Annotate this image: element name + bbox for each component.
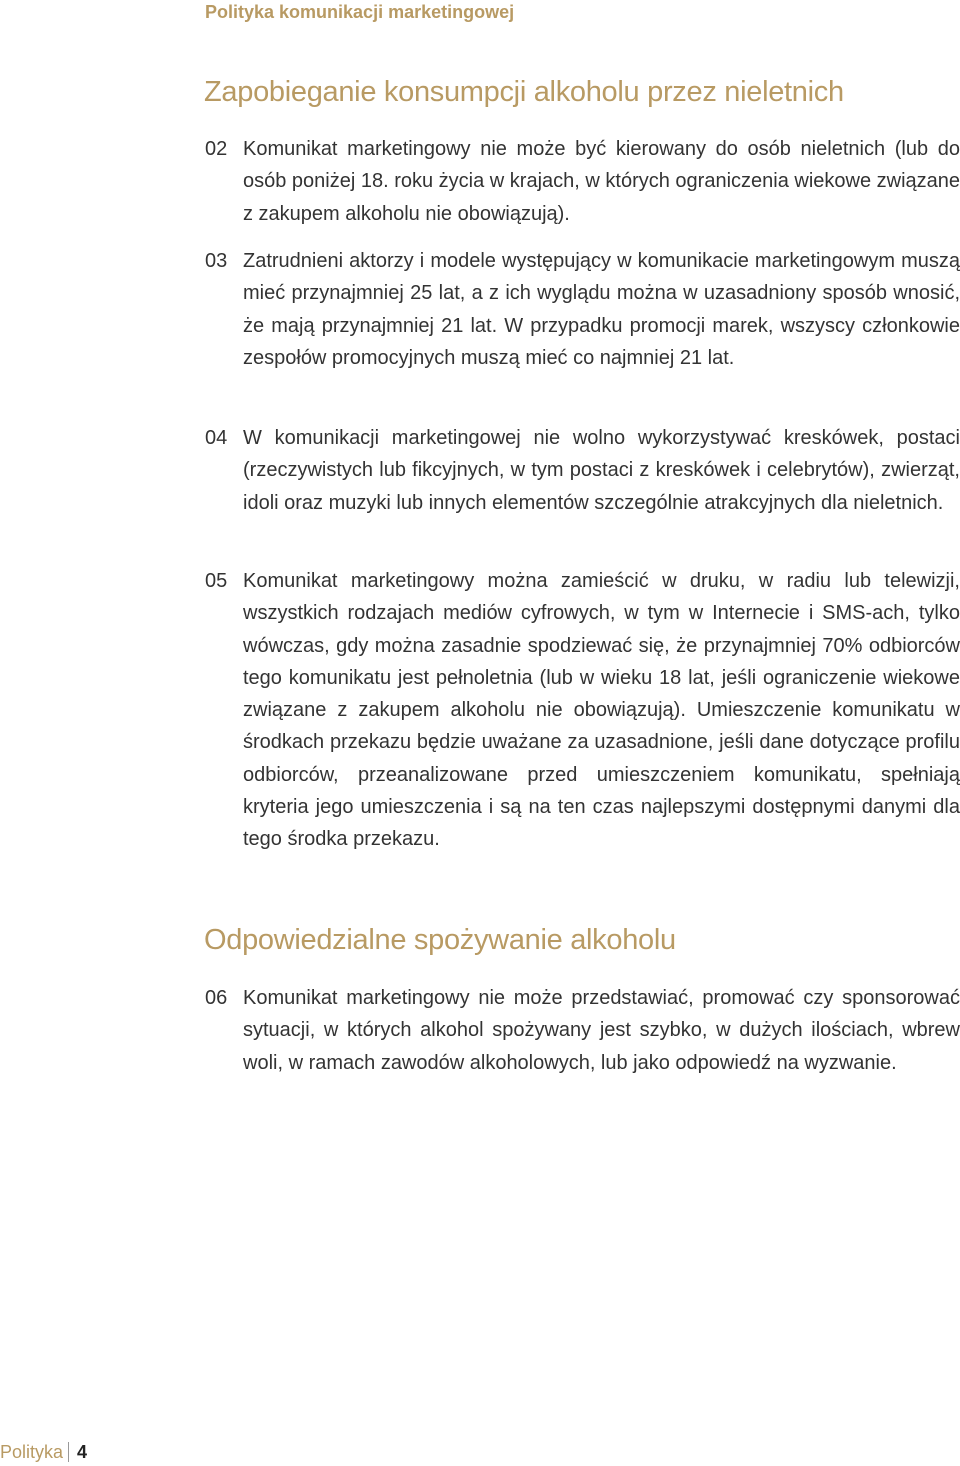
section-title: Zapobieganie konsumpcji alkoholu przez nieletnich [204, 76, 844, 108]
policy-item [205, 982, 960, 1079]
item-number: 03 [205, 250, 228, 272]
section-title: Odpowiedzialne spożywanie alkoholu [204, 924, 676, 956]
item-text: Komunikat marketingowy można zamieścić w druku, w radiu lub telewizji, wszystkich rodzajach mediów cyfrowych, w tym w Internecie i SMS-ach, tylko wówczas, gdy można zasadnie spodziewać się, że przynajmniej 70% odbiorców tego komunikatu jest pełnoletnia (lub w wieku 18 lat, jeśli ograniczenie wiekowe związane z zakupem alkoholu nie obowiązują). Umieszczenie komunikatu w środkach przekazu będzie uważane za uzasadnione, jeśli dane dotyczące profilu odbiorców, przeanalizowane przed umieszczeniem komunikatu, spełniają kryteria jego umieszczenia i są na ten czas najlepszymi dostępnymi danymi dla tego środka przekazu. [243, 570, 960, 851]
page-number: 4 [77, 1441, 88, 1462]
policy-item [205, 133, 960, 230]
item-number: 05 [205, 570, 228, 592]
policy-item [205, 565, 960, 856]
policy-item [205, 422, 960, 519]
policy-item [205, 245, 960, 374]
item-text: W komunikacji marketingowej nie wolno wykorzystywać kreskówek, postaci (rzeczywistych lub fikcyjnych, w tym postaci z kreskówek i celebrytów), zwierząt, idoli oraz muzyki lub innych elementów szczególnie atrakcyjnych dla nieletnich. [243, 427, 960, 514]
footer-doc-name: Polityka [0, 1441, 64, 1462]
page-footer [0, 1440, 87, 1464]
item-number: 04 [205, 427, 228, 449]
item-number: 02 [205, 138, 228, 160]
running-header: Polityka komunikacji marketingowej [205, 2, 515, 22]
item-text: Zatrudnieni aktorzy i modele występujący w komunikacie marketingowym muszą mieć przynajmniej 25 lat, a z ich wyglądu można w uzasadniony sposób wnosić, że mają przynajmniej 21 lat. W przypadku promocji marek, wszyscy członkowie zespołów promocyjnych muszą mieć co najmniej 21 lat. [243, 250, 960, 369]
item-text: Komunikat marketingowy nie może przedstawiać, promować czy sponsorować sytuacji, w których alkohol spożywany jest szybko, w dużych ilościach, wbrew woli, w ramach zawodów alkoholowych, lub jako odpowiedź na wyzwanie. [243, 987, 960, 1074]
item-text: Komunikat marketingowy nie może być kierowany do osób nieletnich (lub do osób poniżej 18. roku życia w krajach, w których ograniczenia wiekowe związane z zakupem alkoholu nie obowiązują). [243, 138, 960, 225]
item-number: 06 [205, 987, 228, 1009]
